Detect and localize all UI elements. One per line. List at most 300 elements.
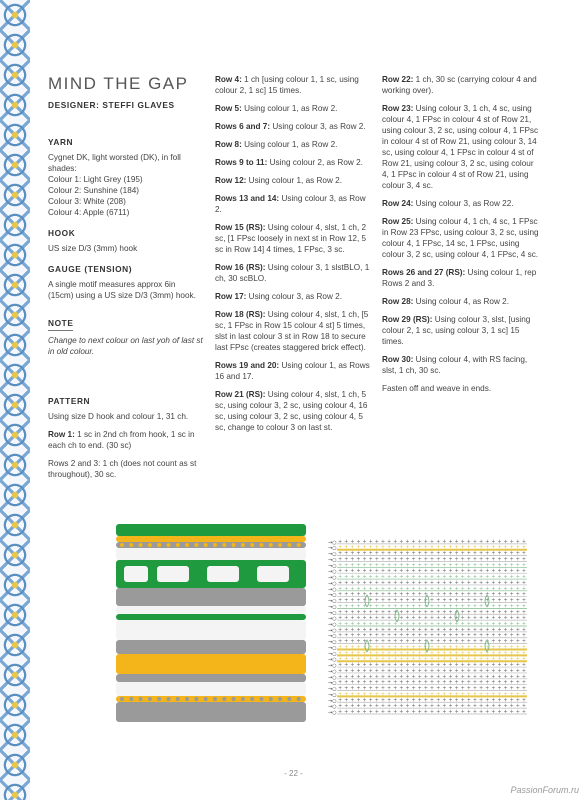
chart-stitch-symbol: + — [417, 650, 422, 657]
chart-stitch-symbol: + — [472, 550, 478, 557]
chart-stitch-symbol: + — [521, 691, 527, 698]
chart-stitch-symbol: + — [356, 568, 361, 575]
chart-stitch-symbol: + — [362, 691, 367, 698]
chart-stitch-symbol: + — [485, 585, 490, 592]
chart-stitch-symbol: + — [497, 550, 502, 557]
chart-stitch-symbol: + — [478, 709, 484, 715]
chart-stitch-symbol: + — [374, 691, 379, 698]
chart-stitch-symbol: + — [478, 603, 484, 610]
chart-stitch-symbol: + — [503, 673, 508, 680]
pattern-row-instruction — [382, 74, 542, 96]
chart-stitch-symbol: + — [356, 638, 361, 645]
chart-stitch-symbol: + — [472, 673, 478, 680]
chart-stitch-symbol: + — [491, 662, 496, 669]
chart-stitch-symbol: + — [417, 585, 422, 592]
chart-stitch-symbol: + — [448, 544, 453, 551]
row-label: Row 4: — [215, 75, 242, 84]
chart-stitch-symbol: + — [405, 626, 410, 633]
pattern-row-instruction — [215, 389, 370, 433]
swatch-oval — [244, 622, 268, 634]
chart-stitch-symbol: + — [491, 562, 496, 569]
chart-stitch-symbol: + — [338, 673, 343, 680]
row-text: Using colour 4, with RS facing, slst, 1 ch, 30 sc. — [382, 355, 528, 375]
chart-stitch-symbol: + — [344, 621, 349, 627]
chart-stitch-symbol: + — [497, 644, 502, 651]
chart-stitch-symbol: + — [344, 703, 349, 710]
chart-stitch-symbol: + — [380, 591, 386, 598]
swatch-stitch-dot — [185, 543, 189, 547]
chart-stitch-symbol: + — [338, 568, 343, 575]
chart-stitch-symbol: + — [491, 597, 496, 604]
chart-stitch-symbol: + — [423, 632, 429, 639]
chart-stitch-symbol: + — [362, 556, 367, 563]
chart-stitch-symbol: + — [417, 691, 422, 698]
chart-stitch-symbol: + — [374, 638, 379, 645]
chart-stitch-symbol: + — [472, 662, 478, 669]
chart-stitch-symbol: + — [411, 597, 416, 604]
chart-stitch-symbol: + — [356, 679, 361, 686]
chart-stitch-symbol: + — [344, 556, 349, 563]
row-label: Row 28: — [382, 297, 414, 306]
chart-stitch-symbol: + — [515, 615, 520, 622]
chart-stitch-symbol: + — [448, 638, 453, 645]
chart-stitch-symbol: + — [497, 632, 502, 639]
chart-stitch-symbol: + — [503, 644, 508, 651]
chart-stitch-symbol: + — [466, 703, 471, 710]
chart-stitch-symbol: + — [460, 609, 465, 616]
chart-stitch-symbol: + — [387, 609, 392, 616]
chart-stitch-symbol: + — [466, 638, 471, 645]
chart-stitch-symbol: + — [509, 609, 514, 616]
chart-turn-marker: →○ — [328, 692, 337, 699]
pattern-row-instruction — [48, 429, 203, 451]
chart-stitch-symbol: + — [442, 656, 447, 663]
chart-stitch-symbol: + — [338, 626, 343, 633]
chart-stitch-symbol: + — [442, 638, 447, 645]
chart-stitch-symbol: + — [509, 538, 514, 545]
swatch-stitch-dot — [139, 543, 143, 547]
chart-stitch-symbol: + — [350, 544, 355, 551]
chart-stitch-symbol: + — [387, 638, 392, 645]
chart-stitch-symbol: + — [368, 697, 373, 704]
chart-stitch-symbol: + — [497, 679, 502, 686]
chart-turn-marker: →○ — [328, 616, 337, 623]
chart-stitch-symbol: + — [338, 697, 343, 704]
row-text: Using colour 1, as Row 2. — [241, 140, 338, 149]
chart-stitch-symbol: + — [436, 615, 441, 622]
chart-stitch-symbol: + — [442, 667, 447, 674]
chart-stitch-symbol: + — [362, 679, 367, 686]
chart-stitch-symbol: + — [436, 703, 441, 710]
chart-stitch-symbol: + — [362, 579, 367, 586]
yarn-list — [48, 152, 203, 218]
chart-stitch-symbol: + — [497, 591, 502, 598]
chart-stitch-symbol: + — [393, 538, 398, 545]
chart-stitch-symbol: + — [448, 673, 453, 680]
chart-stitch-symbol: + — [509, 667, 514, 674]
chart-stitch-symbol: + — [448, 709, 453, 715]
chart-stitch-symbol: + — [485, 603, 490, 610]
chart-stitch-symbol: + — [387, 662, 392, 669]
chart-stitch-symbol: + — [478, 638, 484, 645]
row-label: Rows 9 to 11: — [215, 158, 268, 167]
chart-stitch-symbol: + — [509, 632, 514, 639]
chart-stitch-symbol: + — [429, 621, 435, 627]
chart-stitch-symbol: + — [436, 574, 441, 581]
chart-stitch-symbol: + — [356, 632, 361, 639]
chart-stitch-symbol: + — [521, 550, 527, 557]
chart-stitch-symbol: + — [466, 709, 471, 715]
chart-stitch-symbol: + — [448, 574, 453, 581]
chart-stitch-symbol: + — [380, 638, 386, 645]
chart-stitch-symbol: + — [429, 615, 435, 622]
chart-stitch-symbol: + — [423, 621, 429, 627]
chart-stitch-symbol: + — [338, 538, 343, 545]
chart-stitch-symbol: + — [503, 562, 508, 569]
chart-stitch-symbol: + — [442, 574, 447, 581]
chart-stitch-symbol: + — [454, 585, 459, 592]
chart-stitch-symbol: + — [387, 603, 392, 610]
chart-stitch-symbol: + — [393, 667, 398, 674]
chart-stitch-symbol: + — [436, 609, 441, 616]
chart-stitch-symbol: + — [460, 550, 465, 557]
chart-stitch-symbol: + — [356, 626, 361, 633]
chart-stitch-symbol: + — [509, 568, 514, 575]
chart-stitch-symbol: + — [380, 703, 386, 710]
chart-stitch-symbol: + — [362, 609, 367, 616]
chart-stitch-symbol: + — [509, 556, 514, 563]
chart-stitch-symbol: + — [454, 603, 459, 610]
chart-stitch-symbol: + — [478, 562, 484, 569]
chart-stitch-symbol: + — [460, 662, 465, 669]
chart-stitch-symbol: + — [509, 656, 514, 663]
chart-stitch-symbol: + — [448, 585, 453, 592]
chart-stitch-symbol: + — [491, 697, 496, 704]
chart-stitch-symbol: + — [454, 644, 459, 651]
row-label: Rows 19 and 20: — [215, 361, 280, 370]
pattern-row-instruction — [215, 157, 370, 168]
chart-stitch-symbol: + — [344, 656, 349, 663]
chart-stitch-symbol: + — [454, 615, 459, 622]
chart-stitch-symbol: + — [380, 644, 386, 651]
chart-stitch-symbol: + — [380, 685, 386, 692]
chart-stitch-symbol: + — [411, 585, 416, 592]
chart-stitch-symbol: + — [350, 621, 355, 627]
chart-stitch-symbol: + — [472, 585, 478, 592]
chart-stitch-symbol: + — [368, 685, 373, 692]
chart-stitch-symbol: + — [405, 667, 410, 674]
chart-stitch-symbol: + — [448, 632, 453, 639]
chart-stitch-symbol: + — [478, 685, 484, 692]
chart-stitch-symbol: + — [448, 550, 453, 557]
chart-stitch-symbol: + — [503, 638, 508, 645]
chart-stitch-symbol: + — [399, 650, 404, 657]
row-label: Rows 26 and 27 (RS): — [382, 268, 466, 277]
chart-stitch-symbol: + — [356, 603, 361, 610]
row-text: Using colour 4, 1 ch, 4 sc, 1 FPsc in Row 23 FPsc, using colour 3, 2 sc, using colour 4, 1 FPsc, 14 sc, 1 FPsc, using colour 3, 2 sc, using colour 4, 1 FPsc, 4 sc. — [382, 217, 539, 259]
chart-stitch-symbol: + — [466, 691, 471, 698]
chart-turn-marker: →○ — [328, 680, 337, 687]
chart-stitch-symbol: + — [460, 650, 465, 657]
chart-stitch-symbol: + — [380, 603, 386, 610]
chart-stitch-symbol: + — [344, 638, 349, 645]
chart-stitch-symbol: + — [387, 679, 392, 686]
chart-stitch-symbol: + — [423, 667, 429, 674]
chart-stitch-symbol: + — [442, 703, 447, 710]
chart-stitch-symbol: + — [454, 538, 459, 545]
swatch-stitch-dot — [204, 697, 208, 701]
swatch-oval — [120, 622, 144, 634]
chart-stitch-symbol: + — [350, 615, 355, 622]
chart-stitch-symbol: + — [411, 538, 416, 545]
chart-stitch-symbol: + — [429, 679, 435, 686]
chart-stitch-symbol: + — [344, 609, 349, 616]
chart-stitch-symbol: + — [436, 603, 441, 610]
chart-stitch-symbol: + — [374, 556, 379, 563]
chart-stitch-symbol: + — [448, 597, 453, 604]
chart-stitch-symbol: + — [393, 609, 398, 616]
chart-stitch-symbol: + — [362, 632, 367, 639]
chart-stitch-symbol: + — [338, 609, 343, 616]
chart-stitch-symbol: + — [429, 556, 435, 563]
row-text: 1 ch [using colour 1, 1 sc, using colour 2, 1 sc] 15 times. — [215, 75, 359, 95]
chart-stitch-symbol: + — [405, 644, 410, 651]
hook-text: US size D/3 (3mm) hook — [48, 244, 138, 253]
pattern-row-instruction — [48, 458, 203, 480]
chart-stitch-symbol: + — [460, 579, 465, 586]
chart-stitch-symbol: + — [521, 597, 527, 604]
row-label: Row 8: — [215, 140, 242, 149]
chart-stitch-symbol: + — [497, 568, 502, 575]
chart-stitch-symbol: + — [509, 662, 514, 669]
chart-stitch-symbol: + — [503, 709, 508, 715]
row-label: Row 17: — [215, 292, 247, 301]
chart-stitch-symbol: + — [436, 691, 441, 698]
chart-stitch-symbol: + — [429, 703, 435, 710]
chart-stitch-symbol: + — [393, 697, 398, 704]
chart-stitch-symbol: + — [350, 703, 355, 710]
chart-stitch-symbol: + — [393, 632, 398, 639]
chart-stitch-symbol: + — [411, 568, 416, 575]
chart-stitch-symbol: + — [368, 597, 373, 604]
chart-stitch-symbol: + — [466, 544, 471, 551]
chart-stitch-symbol: + — [466, 667, 471, 674]
chart-stitch-symbol: + — [423, 550, 429, 557]
chart-stitch-symbol: + — [399, 679, 404, 686]
pattern-row-instruction — [382, 267, 542, 289]
chart-stitch-symbol: + — [405, 550, 410, 557]
chart-stitch-symbol: + — [350, 556, 355, 563]
chart-stitch-symbol: + — [387, 656, 392, 663]
chart-stitch-symbol: + — [478, 703, 484, 710]
swatch-brick — [207, 566, 239, 582]
chart-stitch-symbol: + — [485, 579, 490, 586]
chart-stitch-symbol: + — [429, 644, 435, 651]
chart-stitch-symbol: + — [393, 621, 398, 627]
chart-stitch-symbol: + — [350, 609, 355, 616]
chart-stitch-symbol: + — [399, 544, 404, 551]
chart-stitch-symbol: + — [344, 550, 349, 557]
swatch-brick — [257, 566, 289, 582]
chart-stitch-symbol: + — [472, 603, 478, 610]
chart-stitch-symbol: + — [344, 574, 349, 581]
chart-stitch-symbol: + — [436, 632, 441, 639]
chart-stitch-symbol: + — [393, 568, 398, 575]
chart-stitch-symbol: + — [387, 703, 392, 710]
chart-stitch-symbol: + — [423, 603, 429, 610]
chart-stitch-symbol: + — [515, 632, 520, 639]
chart-stitch-symbol: + — [344, 603, 349, 610]
chart-stitch-symbol: + — [472, 697, 478, 704]
chart-stitch-symbol: + — [515, 656, 520, 663]
chart-stitch-symbol: + — [344, 709, 349, 715]
chart-stitch-symbol: + — [472, 650, 478, 657]
chart-stitch-symbol: + — [509, 638, 514, 645]
chart-stitch-symbol: + — [344, 673, 349, 680]
row-text: Using colour 4, slst, 1 ch, [5 sc, 1 FPsc in Row 15 colour 4 st] 5 times, slst in last colour 3 st in Row 18 to secure last FPsc (creates staggered brick effect). — [215, 310, 369, 352]
chart-stitch-symbol: + — [374, 626, 379, 633]
chart-stitch-symbol: + — [380, 597, 386, 604]
chart-stitch-symbol: + — [472, 644, 478, 651]
chart-stitch-symbol: + — [521, 568, 527, 575]
chart-stitch-symbol: + — [442, 544, 447, 551]
chart-stitch-symbol: + — [436, 591, 441, 598]
chart-stitch-symbol: + — [368, 650, 373, 657]
chart-stitch-symbol: + — [442, 591, 447, 598]
chart-stitch-symbol: + — [393, 550, 398, 557]
chart-turn-marker: →○ — [328, 557, 337, 564]
decorative-tile-border — [0, 0, 30, 800]
chart-stitch-symbol: + — [503, 591, 508, 598]
chart-stitch-symbol: + — [478, 679, 484, 686]
chart-stitch-symbol: + — [356, 574, 361, 581]
chart-stitch-symbol: + — [362, 697, 367, 704]
chart-stitch-symbol: + — [411, 662, 416, 669]
chart-stitch-symbol: + — [423, 626, 429, 633]
swatch-stitch-dot — [222, 543, 226, 547]
chart-stitch-symbol: + — [472, 579, 478, 586]
chart-stitch-symbol: + — [423, 679, 429, 686]
chart-stitch-symbol: + — [423, 691, 429, 698]
chart-stitch-symbol: + — [362, 597, 367, 604]
chart-stitch-symbol: + — [405, 562, 410, 569]
chart-stitch-symbol: + — [387, 568, 392, 575]
chart-stitch-symbol: + — [356, 562, 361, 569]
chart-stitch-symbol: + — [472, 574, 478, 581]
chart-stitch-symbol: + — [338, 556, 343, 563]
chart-stitch-symbol: + — [417, 609, 422, 616]
swatch-stitch-dot — [250, 543, 254, 547]
pattern-row-instruction — [215, 103, 370, 114]
chart-stitch-symbol: + — [503, 650, 508, 657]
chart-stitch-symbol: + — [356, 709, 361, 715]
chart-stitch-symbol: + — [356, 685, 361, 692]
chart-stitch-symbol: + — [399, 644, 404, 651]
chart-stitch-symbol: + — [466, 621, 471, 627]
swatch-stitch-dot — [176, 543, 180, 547]
chart-stitch-symbol: + — [350, 568, 355, 575]
chart-stitch-symbol: + — [491, 621, 496, 627]
chart-stitch-symbol: + — [344, 626, 349, 633]
chart-stitch-symbol: + — [405, 538, 410, 545]
row-text: 1 ch, 30 sc (carrying colour 4 and working over). — [382, 75, 537, 95]
swatch-stitch-dot — [241, 543, 245, 547]
chart-stitch-symbol: + — [442, 568, 447, 575]
chart-stitch-symbol: + — [491, 691, 496, 698]
chart-stitch-symbol: + — [405, 603, 410, 610]
swatch-stitch-dot — [129, 543, 133, 547]
chart-stitch-symbol: + — [393, 656, 398, 663]
chart-stitch-symbol: + — [515, 550, 520, 557]
chart-stitch-symbol: + — [448, 538, 453, 545]
chart-stitch-symbol: + — [362, 615, 367, 622]
chart-stitch-symbol: + — [380, 673, 386, 680]
chart-stitch-symbol: + — [405, 638, 410, 645]
chart-stitch-symbol: + — [497, 538, 502, 545]
chart-stitch-symbol: + — [350, 638, 355, 645]
chart-stitch-symbol: + — [362, 709, 367, 715]
chart-stitch-symbol: + — [466, 615, 471, 622]
chart-turn-marker: →○ — [328, 622, 337, 628]
chart-stitch-symbol: + — [356, 621, 361, 627]
chart-stitch-symbol: + — [350, 691, 355, 698]
chart-stitch-symbol: + — [405, 650, 410, 657]
swatch-stitch-dot — [232, 697, 236, 701]
chart-stitch-symbol: + — [399, 603, 404, 610]
page-number: - 22 - — [284, 769, 303, 778]
chart-stitch-symbol: + — [350, 626, 355, 633]
row-label: Row 29 (RS): — [382, 315, 433, 324]
chart-stitch-symbol: + — [436, 656, 441, 663]
swatch-stitch-dot — [213, 697, 217, 701]
swatch-stitch-dot — [194, 697, 198, 701]
chart-stitch-symbol: + — [497, 621, 502, 627]
chart-stitch-symbol: + — [521, 685, 527, 692]
chart-stitch-symbol: + — [478, 538, 484, 545]
chart-stitch-symbol: + — [503, 662, 508, 669]
swatch-stitch-dot — [287, 697, 291, 701]
chart-stitch-symbol: + — [478, 597, 484, 604]
row-text: Using colour 3, as Row 2. — [246, 292, 342, 301]
chart-stitch-symbol: + — [399, 579, 404, 586]
chart-stitch-symbol: + — [380, 662, 386, 669]
row-label: Row 21 (RS): — [215, 390, 266, 399]
chart-stitch-symbol: + — [485, 697, 490, 704]
chart-stitch-symbol: + — [387, 597, 392, 604]
chart-stitch-symbol: + — [423, 709, 429, 715]
chart-stitch-symbol: + — [344, 538, 349, 545]
chart-stitch-symbol: + — [405, 609, 410, 616]
chart-stitch-symbol: + — [411, 656, 416, 663]
chart-stitch-symbol: + — [356, 609, 361, 616]
chart-stitch-symbol: + — [350, 574, 355, 581]
chart-stitch-symbol: + — [448, 609, 453, 616]
chart-stitch-symbol: + — [491, 626, 496, 633]
chart-stitch-symbol: + — [442, 615, 447, 622]
row-text: Using colour 4, slst, 1 ch, 5 sc, using colour 3, 2 sc, using colour 4, 16 sc, using colour 3, 2 sc, using colour 4, 5 sc, change to colour 3 on last st. — [215, 390, 368, 432]
chart-stitch-symbol: + — [454, 632, 459, 639]
chart-stitch-symbol: + — [442, 556, 447, 563]
chart-turn-marker: →○ — [328, 645, 337, 652]
chart-stitch-symbol: + — [368, 550, 373, 557]
chart-stitch-symbol: + — [436, 685, 441, 692]
chart-stitch-symbol: + — [448, 556, 453, 563]
chart-stitch-symbol: + — [429, 662, 435, 669]
chart-stitch-symbol: + — [442, 632, 447, 639]
swatch-oval — [275, 622, 299, 634]
chart-stitch-symbol: + — [448, 650, 453, 657]
chart-stitch-symbol: + — [466, 632, 471, 639]
